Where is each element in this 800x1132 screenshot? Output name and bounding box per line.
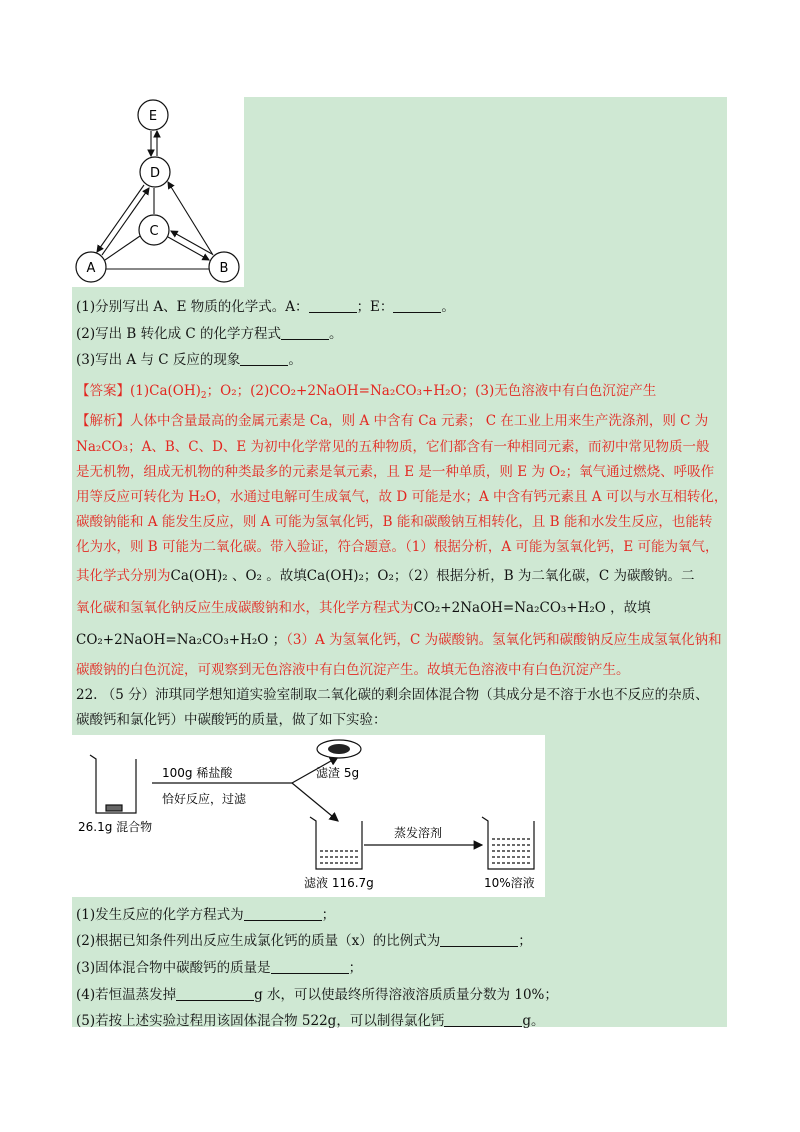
q22-part-3: (3)固体混合物中碳酸钙的质量是 ；	[76, 960, 363, 976]
evaporate-label: 蒸发溶剂	[394, 826, 443, 840]
node-e	[138, 100, 168, 130]
question-part-2: (2)写出 B 转化成 C 的化学方程式 。	[76, 326, 343, 342]
answer-blank[interactable]	[309, 312, 357, 313]
svg-text:C: C	[149, 224, 159, 239]
question-part-1: (1)分别写出 A、E 物质的化学式。A： ；E： 。	[76, 299, 455, 315]
analysis-line-10: 碳酸钠的白色沉淀，可观察到无色溶液中有白色沉淀产生。故填无色溶液中有白色沉淀产生。	[76, 662, 630, 678]
question-22-line-2: 碳酸钙和氯化钙）中碳酸钙的质量，做了如下实验：	[76, 712, 387, 728]
analysis-line-4: 用等反应可转化为 H₂O，水通过电解可生成氧气，故 D 可能是水；A 中含有钙元素且 A 可以与水互相转化，	[76, 489, 728, 505]
node-a	[76, 252, 106, 282]
beaker-solution	[482, 817, 534, 869]
answer-blank[interactable]	[271, 973, 349, 974]
node-c	[139, 215, 169, 245]
solution-label: 10%溶液	[484, 876, 535, 890]
residue-label: 滤渣 5g	[316, 766, 360, 780]
node-d	[140, 157, 170, 187]
answer-blank[interactable]	[240, 365, 288, 366]
relation-diagram	[72, 97, 244, 287]
answer-line: 【答案】$(1)Ca(OH)_2$；O₂；(2)CO₂+2NaOH=Na₂CO₃+H₂O；(3)无色溶液中有白色沉淀产生	[76, 383, 657, 401]
experiment-diagram	[72, 735, 545, 897]
filtrate-label: 滤液 116.7g	[304, 876, 374, 890]
analysis-line-3: 是无机物，组成无机物的种类最多的元素是氧元素，且 E 是一种单质，则 E 为 O₂；氧气通过燃烧、呼吸作	[76, 464, 715, 480]
question-part-3: (3)写出 A 与 C 反应的现象 。	[76, 352, 302, 368]
q22-part-4: (4)若恒温蒸发掉 g 水，可以使最终所得溶液溶质质量分数为 10%；	[76, 987, 558, 1003]
q22-part-5: (5)若按上述实验过程用该固体混合物 522g，可以制得氯化钙 g。	[76, 1013, 545, 1029]
analysis-line-1: 【解析】人体中含量最高的金属元素是 Ca，则 A 中含有 Ca 元素； C 在工业上用来生产洗涤剂，则 C 为	[76, 413, 709, 429]
residue-dish	[317, 740, 361, 758]
analysis-line-6: 化为水，则 B 可能为二氧化碳。带入验证，符合题意。（1）根据分析，A 可能为氢氧化钙，E 可能为氧气，	[76, 539, 719, 555]
mixture-label: 26.1g 混合物	[78, 820, 153, 834]
answer-blank[interactable]	[393, 312, 441, 313]
question-22-line-1: 22. （5 分）沛琪同学想知道实验室制取二氧化碳的剩余固体混合物（其成分是不溶于水也不反应的杂质、	[76, 687, 709, 703]
node-b	[209, 252, 239, 282]
beaker-mixture	[90, 755, 136, 813]
answer-blank[interactable]	[244, 920, 322, 921]
answer-blank[interactable]	[444, 1026, 522, 1027]
analysis-line-2: Na₂CO₃；A、B、C、D、E 为初中化学常见的五种物质，它们都含有一种相同元素，而初中常见物质一般	[76, 439, 710, 455]
q22-part-1: (1)发生反应的化学方程式为 ；	[76, 907, 336, 923]
analysis-line-9: CO₂+2NaOH=Na₂CO₃+H₂O ；（3）A 为氢氧化钙，C 为碳酸钠。氢氧化钙和碳酸钠反应生成氢氧化钠和	[76, 632, 722, 648]
analysis-line-8: 氧化碳和氢氧化钠反应生成碳酸钠和水，其化学方程式为CO₂+2NaOH=Na₂CO₃+H₂O ，故填	[76, 600, 651, 616]
answer-blank[interactable]	[440, 946, 518, 947]
q22-part-2: (2)根据已知条件列出反应生成氯化钙的质量（x）的比例式为 ；	[76, 933, 532, 949]
answer-blank[interactable]	[176, 1000, 254, 1001]
analysis-line-7: 其化学式分别为Ca(OH)₂ 、O₂ 。故填Ca(OH)₂；O₂；（2）根据分析，B 为二氧化碳，C 为碳酸钠。二	[76, 568, 695, 584]
analysis-line-5: 碳酸钠能和 A 能发生反应，则 A 可能为氢氧化钙，B 能和碳酸钠互相转化，且 B 能和水发生反应，也能转	[76, 514, 713, 530]
svg-text:E: E	[148, 109, 158, 124]
answer-blank[interactable]	[281, 339, 329, 340]
beaker-filtrate	[310, 817, 362, 869]
acid-label: 100g 稀盐酸	[162, 766, 233, 780]
svg-text:A: A	[86, 261, 96, 276]
svg-text:D: D	[149, 166, 161, 181]
svg-text:B: B	[219, 261, 229, 276]
react-label: 恰好反应，过滤	[162, 792, 247, 806]
